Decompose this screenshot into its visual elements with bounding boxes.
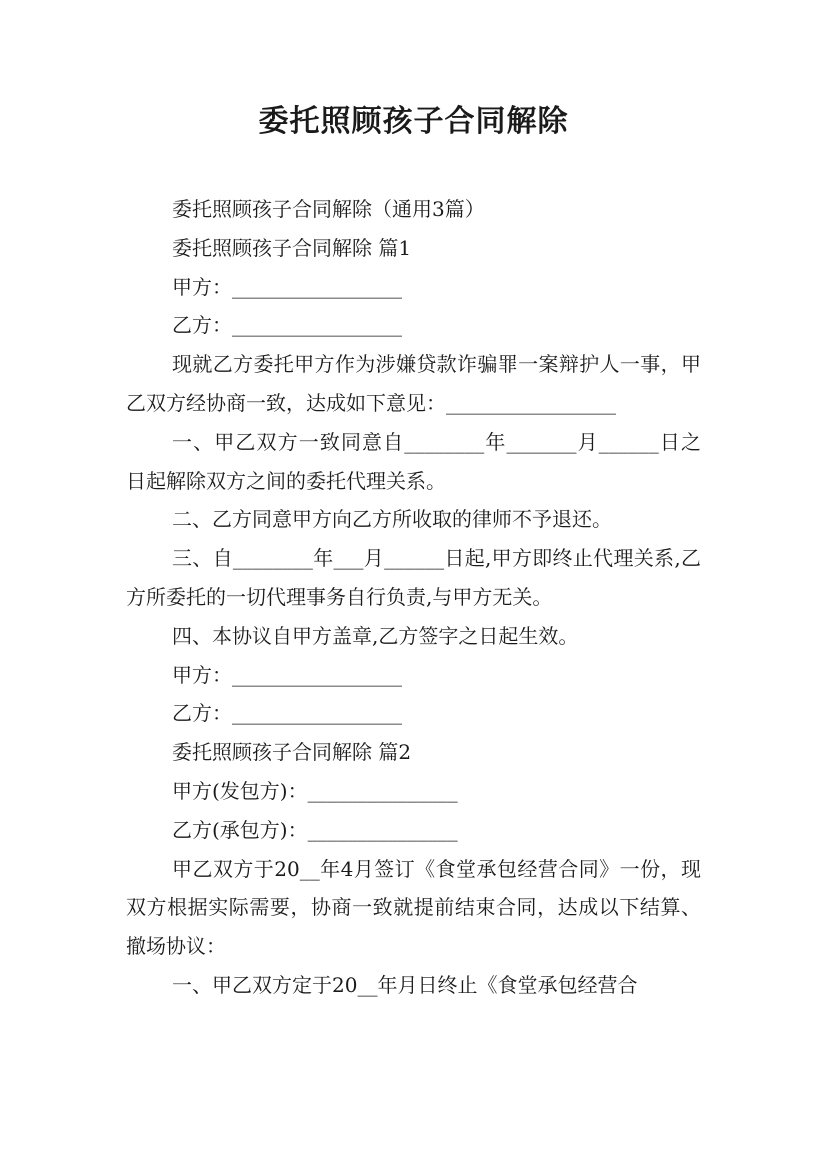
paragraph-subtitle: 委托照顾孩子合同解除（通用3篇） [172, 197, 485, 221]
paragraph-party-a-sign: 甲方：_________________ [172, 662, 402, 687]
paragraph-clause-1: 一、甲乙双方一致同意自________年_______月______日之日起解除双方之间的委托代理关系。 [126, 429, 701, 493]
paragraph-contractor-a: 甲方(发包方)：_______________ [172, 778, 458, 803]
paragraph-section-heading: 委托照顾孩子合同解除 篇1 [172, 235, 412, 260]
document-body [126, 190, 701, 1005]
paragraph-agreement-intro: 甲乙双方于20__年4月签订《食堂承包经营合同》一份，现双方根据实际需要，协商一致就提前结束合同，达成以下结算、撤场协议： [126, 856, 701, 959]
paragraph-party-b: 乙方：_________________ [172, 313, 402, 338]
paragraph-intro: 现就乙方委托甲方作为涉嫌贷款诈骗罪一案辩护人一事，甲乙双方经协商一致，达成如下意见：_________________ [126, 352, 701, 415]
paragraph-contractor-b: 乙方(承包方)：_______________ [172, 817, 458, 842]
paragraph-clause-3: 三、自________年___月______日起,甲方即终止代理关系,乙方所委托的一切代理事务自行负责,与甲方无关。 [126, 546, 701, 609]
paragraph-party-a: 甲方：_________________ [172, 274, 402, 299]
document-title: 委托照顾孩子合同解除 [258, 104, 569, 139]
paragraph-party-b-sign: 乙方：_________________ [172, 701, 402, 726]
paragraph-clause-4: 四、本协议自甲方盖章,乙方签字之日起生效。 [172, 623, 579, 648]
paragraph-clause-2: 二、乙方同意甲方向乙方所收取的律师不予退还。 [172, 507, 612, 532]
paragraph-agreement-clause-1: 一、甲乙双方定于20__年月日终止《食堂承包经营合 [172, 972, 638, 997]
paragraph-section-heading-2: 委托照顾孩子合同解除 篇2 [172, 740, 412, 765]
